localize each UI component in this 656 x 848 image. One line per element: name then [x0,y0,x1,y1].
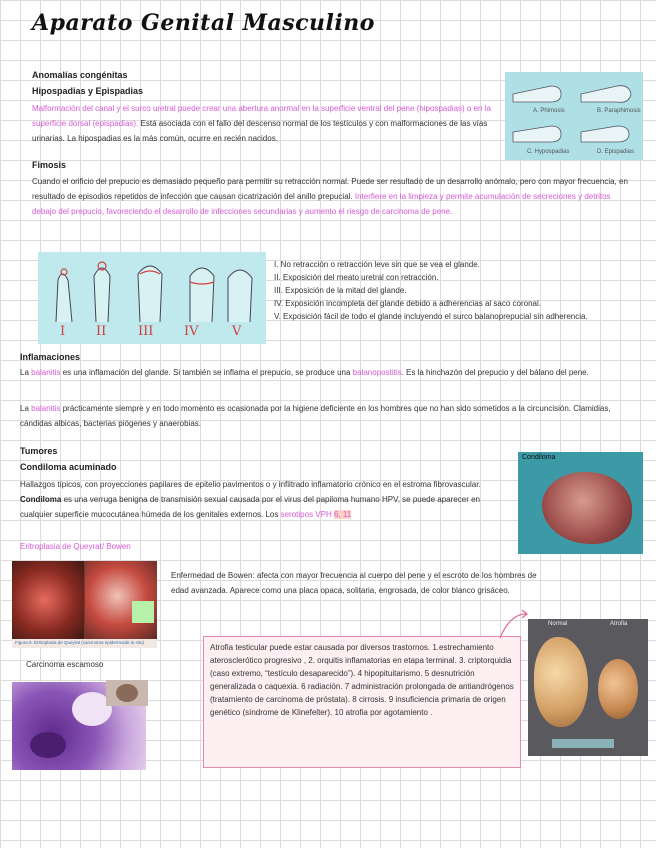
stage-numeral-4: IV [184,324,199,339]
stage-item: III. Exposición de la mitad del glande. [274,286,407,295]
term-balanitis: balanitis [31,404,61,413]
stage-numeral-5: V [232,324,242,339]
stage-numeral-3: III [138,324,154,339]
text-run: La [20,404,32,413]
photo-panel-left [12,561,84,639]
hypospadias-text [32,101,502,146]
balanitis-paragraph-1 [20,365,632,380]
stage-numeral-2: II [96,324,107,339]
stage-item: V. Exposición fácil de todo el glande incluyendo el surco balanoprepucial sin adherencia. [274,312,588,321]
lesion-shape [542,472,632,544]
stage-item: IV. Exposición incompleta del glande debido a adherencias al saco coronal. [274,299,541,308]
phimosis-stages-figure [38,252,266,344]
arrow-icon [496,608,532,642]
hypospadias-text-rest: Está asociada con el fallo del descenso normal de los testículos y con malformaciones de las vías urinarias. La hipospadias es la más común, ocurre en recién nacidos. [32,119,488,143]
subheading-condyloma: Condiloma acuminado [20,462,117,472]
squamous-carcinoma-inset-photo [106,680,148,706]
scale-bar [552,739,614,748]
subheading-erythroplasia: Eritroplasia de Queyrat/ Bowen [20,542,131,551]
hypospadias-diagram [505,72,643,160]
text-run: . Es la hinchazón del prepucio y del bálano del pene. [401,368,589,377]
text-run: es una verruga benigna de transmisión sexual causada por el virus del papiloma humano HPV, se puede aparecer en cualquier superficie mucocutánea húmeda de los genitales externos. Los [20,495,480,519]
phimosis-text-main: Cuando el orificio del prepucio es demasiado pequeño para permitir su retracción normal. Puede ser resultado de un desarrollo anómalo, pero con mayor frecuencia, en resultado de episodios repetidos de infección que causan cicatrización del anillo prepucial. [32,177,628,201]
photo-label-normal: Normal [548,621,568,627]
term-condyloma: Condiloma [20,495,62,504]
penis-anomaly-illustration [505,72,643,160]
term-balanopostitis: balanopostitis [352,368,402,377]
section-heading-congenital: Anomalías congénitas [32,70,128,80]
figure-label-a: A. Phimosis [533,108,565,114]
text-run: es una inflamación del glande. Si también se inflama el prepucio, se produce una [60,368,353,377]
phimosis-text [32,174,632,219]
erythroplasia-photo [12,561,157,648]
figure-label-c: C. Hypospadias [527,149,570,155]
page-title: Aparato Genital Masculino [32,10,375,36]
normal-testis [534,637,588,727]
condyloma-photo-label: Condiloma [522,454,556,461]
testicular-atrophy-note [203,636,521,768]
testicular-atrophy-text: Atrofia testicular puede estar causada por diversos trastornos. 1.estrechamiento aterosclerótico progresivo , 2. orquitis inflamatorias en etapa terminal. 3. criptorquidia (caso extremo, “testículo desaparecido”). 4 hipopituitarismo. 5 desnutrición generalizada o caquexia. 6 radiación. 7 administración prolongada de antiandrógenos (tratamiento de carcinoma de próstata). 8 cirrosis. 9 insuficiencia primaria de origen genético (síndrome de Klinefelter). 10 atrofia por agotamiento . [210,643,514,717]
text-run: Hallazgos típicos, con proyecciones papilares de epitelio pavimentos o y infiltrado inflamatorio crónico en el estroma fibrovascular. [20,480,481,489]
phimosis-stages-list [274,258,644,323]
figure-label-d: D. Epispadias [597,149,635,155]
photo-label-atrophy: Atrofia [610,621,628,627]
photo-scale-tag [132,601,154,623]
stage-item: II. Exposición del meato uretral con retracción. [274,273,439,282]
subheading-phimosis: Fimosis [32,160,67,170]
text-run: prácticamente siempre y en todo momento es ocasionada por la higiene deficiente en los hombres que no han sido sometidos a la circuncisión. Clamidias, cándidas albicas, bacterias piógenes y anaerobias. [20,404,611,428]
stage-numeral-1: I [60,324,66,339]
serotypes-values: 6, 11 [333,510,352,519]
balanitis-paragraph-2 [20,401,632,431]
photo-panel-right [85,561,157,639]
condyloma-text [20,477,500,522]
figure-label-b: B. Paraphimosis [597,108,641,114]
condyloma-photo [518,452,643,554]
serotypes-label: serotipos VPH [280,510,332,519]
testicular-atrophy-photo [528,619,648,756]
subheading-hypospadias: Hipospadias y Epispadias [32,86,144,96]
text-run: La [20,368,32,377]
hypospadias-text-highlight: Malformación del canal y el surco uretral puede crear una abertura anormal en la superficie ventral del pene (hipospadias) o en la superficie dorsal (epispadias). [32,104,491,128]
inset-lesion [116,684,138,702]
section-heading-inflammations: Inflamaciones [20,352,81,362]
bowen-text: Enfermedad de Bowen: afecta con mayor frecuencia al cuerpo del pene y el escroto de los hombres de edad avanzada. Aparece como una placa opaca, solitaria, engrosada, de color blanco grisáceo. [171,571,537,595]
section-heading-tumors: Tumores [20,446,58,456]
phimosis-text-highlight: Interfiere en la limpieza y permite acumulación de secreciones y detritos debajo del prepucio, favoreciendo el desarrollo de infecciones secundarias y aumento el riesgo de carcinoma de pene. [32,192,611,216]
term-balanitis: balanitis [31,368,61,377]
stage-item: I. No retracción o retracción leve sin que se vea el glande. [274,260,480,269]
label-squamous-carcinoma: Carcinoma escamoso [26,660,104,669]
histology-region [30,732,66,758]
erythroplasia-photo-caption: Figura 9. Eritroplasia de Queyrat (carcinoma epidermoide in situ) [15,640,145,645]
atrophic-testis [598,659,638,719]
